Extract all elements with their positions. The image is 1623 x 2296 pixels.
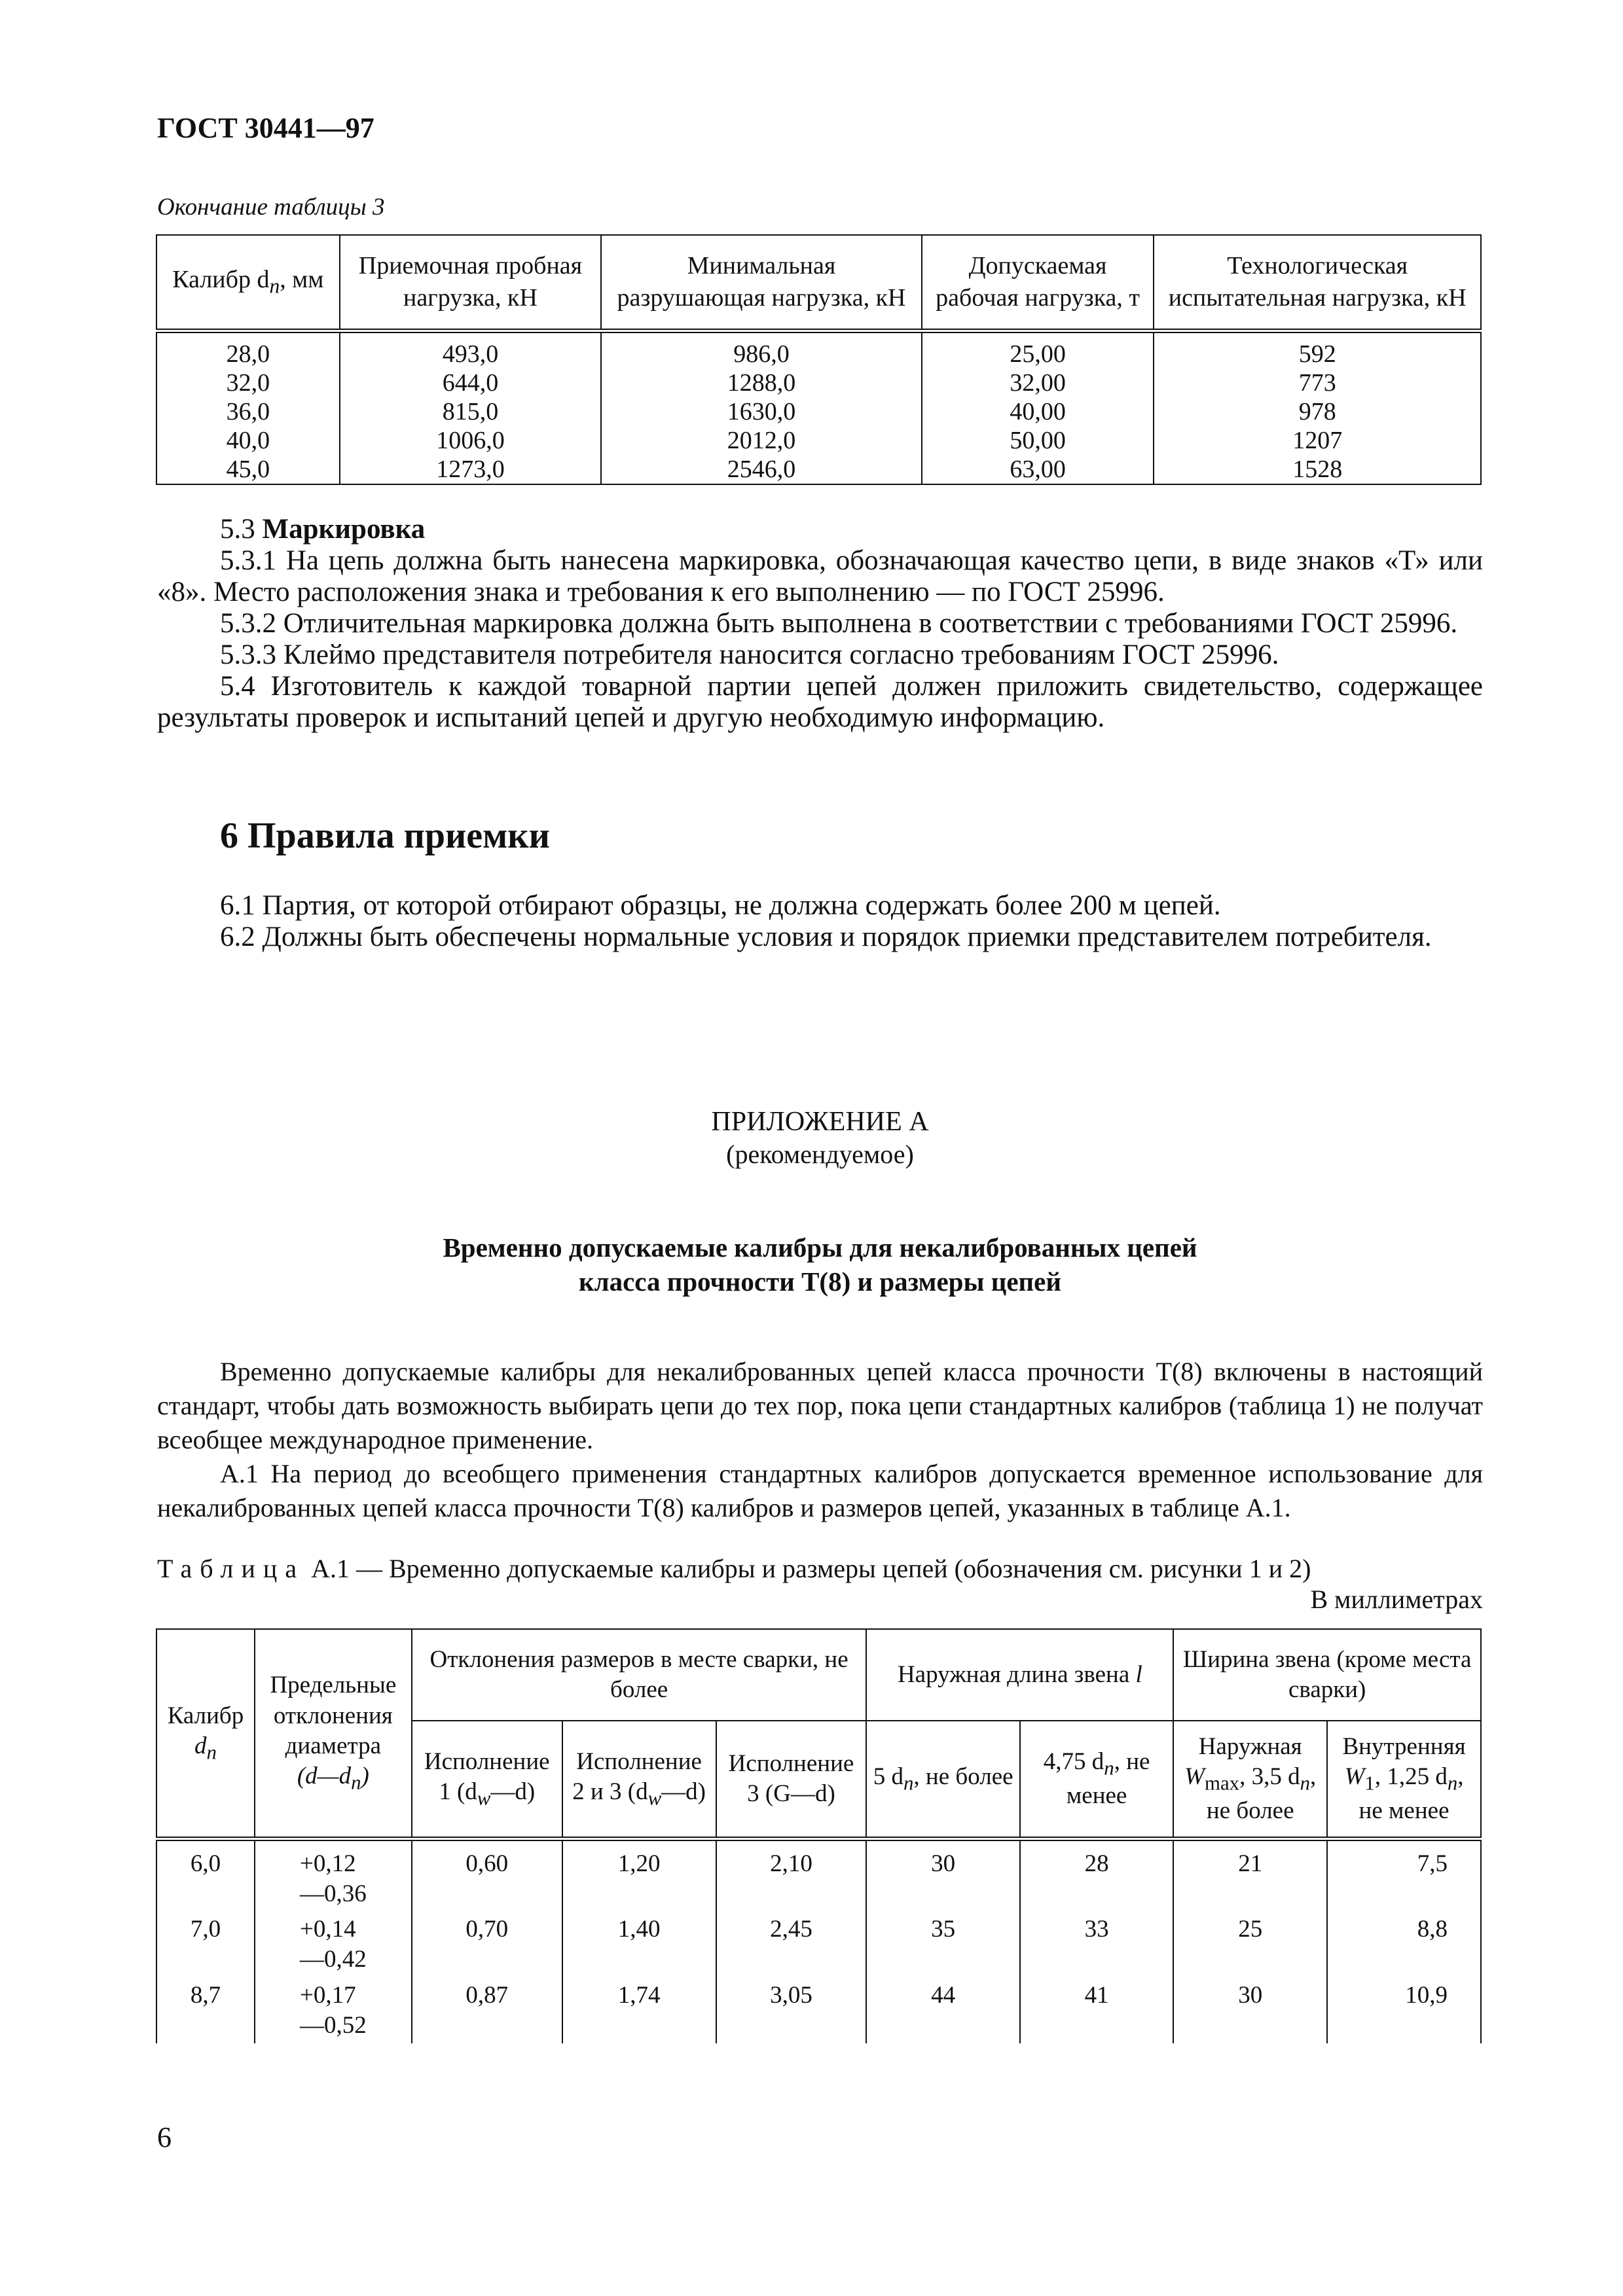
table3-col-tech-load: Технологическая испытательная нагрузка, кН (1154, 235, 1481, 331)
table-cell: 41 (1020, 1978, 1173, 2044)
table-cell: 493,0 (340, 331, 602, 369)
tableA1-col-tolerance: Предельные отклонения диаметра $(d—d_n)$ (255, 1629, 412, 1839)
table-row (156, 1839, 1481, 1912)
section-6 (157, 890, 1483, 953)
paragraph-6-2: 6.2 Должны быть обеспечены нормальные условия и порядок приемки представителем потребителя. (220, 922, 1432, 952)
paragraph-5-3-3: 5.3.3 Клеймо представителя потребителя наносится согласно требованиям ГОСТ 25996. (220, 639, 1279, 670)
table-row (156, 331, 1481, 369)
table-cell: 0,70 (412, 1912, 562, 1978)
appendix-heading (157, 1230, 1483, 1299)
table-cell: 1528 (1154, 455, 1481, 484)
tableA1-header-row-1 (156, 1629, 1481, 1721)
table-cell: 1,20 (562, 1839, 716, 1912)
tableA1-group-width: Ширина звена (кроме места сварки) (1173, 1629, 1481, 1721)
table-cell: 592 (1154, 331, 1481, 369)
table-cell: 2012,0 (601, 426, 921, 455)
table-cell: 32,00 (922, 368, 1154, 397)
table-cell: 44 (866, 1978, 1019, 2044)
tableA1-title: А.1 — Временно допускаемые калибры и размеры цепей (обозначения см. рисунки 1 и 2) (311, 1554, 1311, 1583)
tableA1-col-width-inner: Внутренняя $W_1$, 1,25 $d_n$, не менее (1327, 1721, 1481, 1839)
table-cell: 7,5 (1327, 1839, 1481, 1912)
tableA1 (156, 1628, 1482, 2043)
table-cell: 25 (1173, 1912, 1327, 1978)
table-cell: 63,00 (922, 455, 1154, 484)
appendix-title: ПРИЛОЖЕНИЕ А (711, 1107, 929, 1137)
table-row (156, 426, 1481, 455)
table-cell: 36,0 (156, 397, 340, 426)
tableA1-group-length: Наружная длина звена l (866, 1629, 1173, 1721)
table-cell: 978 (1154, 397, 1481, 426)
appendix-text (157, 1355, 1483, 1525)
tableA1-col-caliber: Калибр $d_n$ (156, 1629, 255, 1839)
section-5-3 (157, 514, 1483, 734)
tableA1-col-len-5dn: 5 $d_n$, не более (866, 1721, 1019, 1839)
table-row (156, 1912, 1481, 1978)
table-cell: 21 (1173, 1839, 1327, 1912)
appendix-heading-line1: Временно допускаемые калибры для некалиброванных цепей (443, 1232, 1197, 1263)
paragraph-5-3-1: 5.3.1 На цепь должна быть нанесена маркировка, обозначающая качество цепи, в виде знаков «Т» или «8». Место расположения знака и требования к его выполнению — по ГОСТ 25996. (157, 545, 1483, 607)
tableA1-label: Таблица (157, 1554, 305, 1583)
table-cell: 28,0 (156, 331, 340, 369)
paragraph-A1: А.1 На период до всеобщего применения стандартных калибров допускается временное использование для некалиброванных цепей класса прочности Т(8) калибров и размеров цепей, указанных в таблице А.1. (157, 1459, 1483, 1522)
table-cell: 8,8 (1327, 1912, 1481, 1978)
table-cell: 1006,0 (340, 426, 602, 455)
table-cell: 1273,0 (340, 455, 602, 484)
table-cell: +0,12 —0,36 (255, 1839, 412, 1912)
appendix-intro: Временно допускаемые калибры для некалиброванных цепей класса прочности Т(8) включены в настоящий стандарт, чтобы дать возможность выбирать цепи до тех пор, пока цепи стандартных калибров (таблица 1) не получат всеобщее международное применение. (157, 1357, 1483, 1454)
table-cell: 0,87 (412, 1978, 562, 2044)
table-cell: 3,05 (716, 1978, 867, 2044)
table-cell: +0,17 —0,52 (255, 1978, 412, 2044)
table-cell: 40,0 (156, 426, 340, 455)
tableA1-col-exec3: Исполнение 3 (G—d) (716, 1721, 867, 1839)
paragraph-5-3-2: 5.3.2 Отличительная маркировка должна быть выполнена в соответствии с требованиями ГОСТ 25996. (220, 608, 1458, 639)
table3-header-row (156, 235, 1481, 331)
paragraph-6-1: 6.1 Партия, от которой отбирают образцы, не должна содержать более 200 м цепей. (220, 890, 1221, 921)
table-cell: 644,0 (340, 368, 602, 397)
table-cell: 1288,0 (601, 368, 921, 397)
table-cell: 2,45 (716, 1912, 867, 1978)
table-cell: 30 (1173, 1978, 1327, 2044)
table-cell: 33 (1020, 1912, 1173, 1978)
table-cell: 2546,0 (601, 455, 921, 484)
table3-col-working-load: Допускаемая рабочая нагрузка, т (922, 235, 1154, 331)
table-cell: 1207 (1154, 426, 1481, 455)
page-number: 6 (157, 2121, 172, 2153)
tableA1-caption (157, 1553, 1311, 1584)
section-6-heading: 6 Правила приемки (220, 816, 550, 856)
table-row (156, 1978, 1481, 2044)
table-cell: +0,14 —0,42 (255, 1912, 412, 1978)
appendix-subtitle: (рекомендуемое) (726, 1139, 914, 1169)
table-cell: 35 (866, 1912, 1019, 1978)
table3-col-breaking-load: Минимальная разрушающая нагрузка, кН (601, 235, 921, 331)
table-row (156, 455, 1481, 484)
table3-col-caliber: Калибр $d_n$, мм (156, 235, 340, 331)
table-cell: 2,10 (716, 1839, 867, 1912)
tableA1-col-exec23: Исполнение 2 и 3 $(d_w—d)$ (562, 1721, 716, 1839)
table-cell: 1630,0 (601, 397, 921, 426)
table-cell: 7,0 (156, 1912, 255, 1978)
table-cell: 10,9 (1327, 1978, 1481, 2044)
table3-caption: Окончание таблицы 3 (157, 194, 385, 221)
table-cell: 1,74 (562, 1978, 716, 2044)
tableA1-units: В миллиметрах (1310, 1585, 1483, 1614)
appendix-heading-line2: класса прочности Т(8) и размеры цепей (578, 1266, 1062, 1297)
table-cell: 30 (866, 1839, 1019, 1912)
table-cell: 986,0 (601, 331, 921, 369)
tableA1-col-exec1: Исполнение 1 $(d_w—d)$ (412, 1721, 562, 1839)
table3-col-test-load: Приемочная пробная нагрузка, кН (340, 235, 602, 331)
table3 (156, 234, 1482, 485)
table-cell: 0,60 (412, 1839, 562, 1912)
paragraph-5-4: 5.4 Изготовитель к каждой товарной партии цепей должен приложить свидетельство, содержащее результаты проверок и испытаний цепей и другую необходимую информацию. (157, 671, 1483, 733)
table-cell: 32,0 (156, 368, 340, 397)
table-cell: 815,0 (340, 397, 602, 426)
tableA1-group-weld: Отклонения размеров в месте сварки, не более (412, 1629, 867, 1721)
table-row (156, 368, 1481, 397)
tableA1-col-width-outer: Наружная $W_{max}$, 3,5 $d_n$, не более (1173, 1721, 1327, 1839)
table-cell: 1,40 (562, 1912, 716, 1978)
table-cell: 40,00 (922, 397, 1154, 426)
section-5-3-heading: 5.3 Маркировка (220, 514, 426, 545)
table-cell: 45,0 (156, 455, 340, 484)
table-cell: 25,00 (922, 331, 1154, 369)
table-cell: 8,7 (156, 1978, 255, 2044)
table-cell: 50,00 (922, 426, 1154, 455)
document-header: ГОСТ 30441—97 (157, 112, 374, 144)
table-cell: 773 (1154, 368, 1481, 397)
tableA1-col-len-475dn: 4,75 $d_n$, не менее (1020, 1721, 1173, 1839)
table-cell: 28 (1020, 1839, 1173, 1912)
table-cell: 6,0 (156, 1839, 255, 1912)
table-row (156, 397, 1481, 426)
